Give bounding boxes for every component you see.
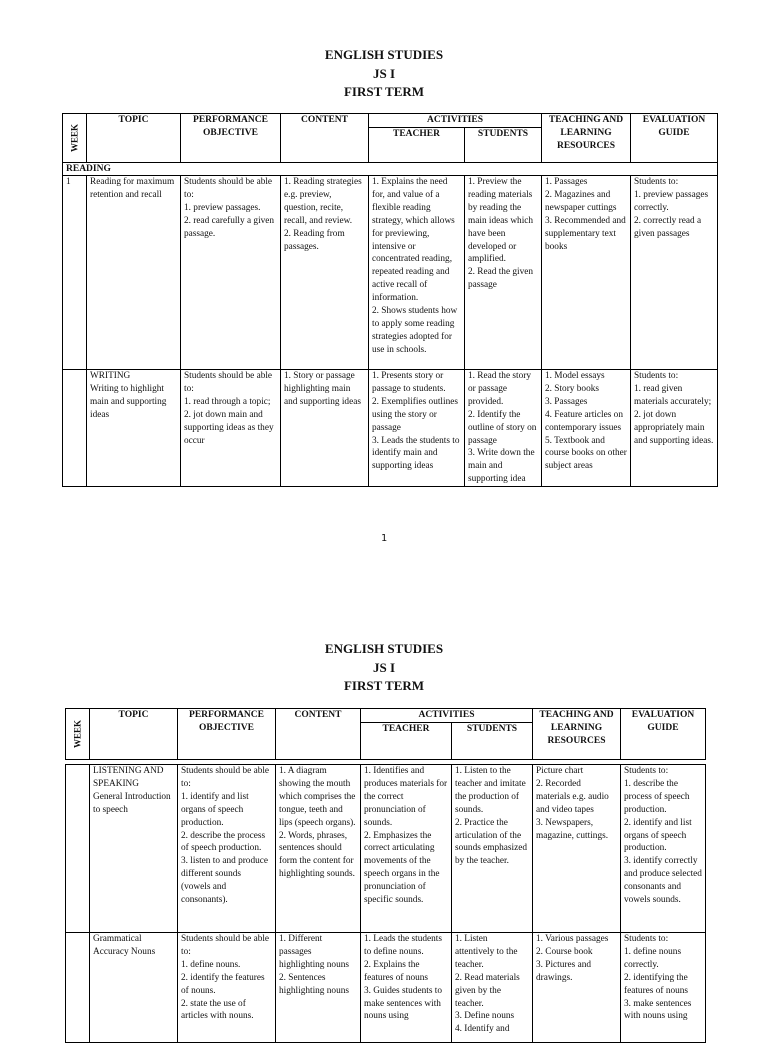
- objective-cell: Students should be able to: 1. preview passages. 2. read carefully a given passage.: [181, 176, 281, 370]
- class-title: JS I: [372, 659, 396, 675]
- week-cell: 1: [63, 176, 87, 370]
- section-reading: READING: [63, 163, 718, 176]
- week-cell: [66, 933, 90, 1043]
- teacher-activity-cell: 1. Leads the students to define nouns. 2. Explains the features of nouns 3. Guides students to make sentences with nouns using: [361, 933, 452, 1043]
- page-number: 1: [380, 533, 388, 544]
- topic-cell: Reading for maximum retention and recall: [87, 176, 181, 370]
- evaluation-cell: Students to: 1. describe the process of speech production. 2. identify and list organs of speech production. 3. identify correctly and produce selected consonants and vowels sounds.: [621, 765, 706, 933]
- week-header: WEEK: [63, 114, 87, 163]
- objective-cell: Students should be able to: 1. define nouns. 2. identify the features of nouns. 2. state the use of articles with nouns.: [178, 933, 276, 1043]
- resources-cell: Picture chart 2. Recorded materials e.g. audio and video tapes 3. Newspapers, magazine, cuttings.: [533, 765, 621, 933]
- students-activity-cell: 1. Preview the reading materials by reading the main ideas which have been developed or amplified. 2. Read the given passage: [465, 176, 542, 370]
- evaluation-header: EVALUATION GUIDE: [631, 114, 718, 163]
- table-row: [63, 176, 718, 370]
- teacher-activity-cell: 1. Identifies and produces materials for the correct pronunciation of sounds. 2. Emphasizes the correct articulating movements of the speech organs in the pronunciation of specific sounds.: [361, 765, 452, 933]
- students-header: STUDENTS: [465, 128, 542, 163]
- resources-cell: 1. Various passages 2. Course book 3. Pictures and drawings.: [533, 933, 621, 1043]
- teacher-header: TEACHER: [361, 723, 452, 760]
- teacher-activity-cell: 1. Presents story or passage to students. 2. Exemplifies outlines using the story or passage 3. Leads the students to identify main and supporting ideas: [369, 370, 465, 487]
- evaluation-header: EVALUATION GUIDE: [621, 709, 706, 760]
- subject-title: ENGLISH STUDIES: [324, 47, 444, 62]
- performance-objective-header: PERFORMANCE OBJECTIVE: [178, 709, 276, 760]
- students-activity-cell: 1. Read the story or passage provided. 2. Identify the outline of story on passage 3. Write down the main and supporting idea: [465, 370, 542, 487]
- term-title: FIRST TERM: [343, 678, 425, 693]
- resources-header: TEACHING AND LEARNING RESOURCES: [533, 709, 621, 760]
- activities-header: ACTIVITIES: [369, 114, 542, 128]
- content-cell: 1. A diagram showing the mouth which comprises the tongue, teeth and lips (speech organs). 2. Words, phrases, sentences should form the content for highlighting sounds.: [276, 765, 361, 933]
- performance-objective-header: PERFORMANCE OBJECTIVE: [181, 114, 281, 163]
- evaluation-cell: Students to: 1. read given materials accurately; 2. jot down appropriately main and supporting ideas.: [631, 370, 718, 487]
- resources-cell: 1. Model essays 2. Story books 3. Passages 4. Feature articles on contemporary issues 5. Textbook and course books on other subject areas: [542, 370, 631, 487]
- content-cell: 1. Story or passage highlighting main and supporting ideas: [281, 370, 369, 487]
- evaluation-cell: Students to: 1. preview passages correctly. 2. correctly read a given passages: [631, 176, 718, 370]
- teacher-header: TEACHER: [369, 128, 465, 163]
- evaluation-cell: Students to: 1. define nouns correctly. 2. identifying the features of nouns 3. make sentences with nouns using: [621, 933, 706, 1043]
- topic-header: TOPIC: [90, 709, 178, 760]
- resources-cell: 1. Passages 2. Magazines and newspaper cuttings 3. Recommended and supplementary text books: [542, 176, 631, 370]
- students-activity-cell: 1. Listen attentively to the teacher. 2. Read materials given by the teacher. 3. Define nouns 4. Identify and: [452, 933, 533, 1043]
- topic-header: TOPIC: [87, 114, 181, 163]
- content-cell: 1. Reading strategies e.g. preview, question, recite, recall, and review. 2. Reading from passages.: [281, 176, 369, 370]
- topic-cell: WRITING Writing to highlight main and supporting ideas: [87, 370, 181, 487]
- objective-cell: Students should be able to: 1. read through a topic; 2. jot down main and supporting ideas as they occur: [181, 370, 281, 487]
- table-row: [66, 765, 706, 933]
- resources-header: TEACHING AND LEARNING RESOURCES: [542, 114, 631, 163]
- page-2-header: [0, 640, 768, 696]
- week-cell: [63, 370, 87, 487]
- activities-header: ACTIVITIES: [361, 709, 533, 723]
- teacher-activity-cell: 1. Explains the need for, and value of a flexible reading strategy, which allows for previewing, intensive or concentrated reading, repeated reading and active recall of information. 2. Shows students how to apply some reading strategies adopted for use in schools.: [369, 176, 465, 370]
- scheme-of-work-table-page-2: [65, 708, 706, 1043]
- page-1-header: [0, 46, 768, 102]
- content-cell: 1. Different passages highlighting nouns 2. Sentences highlighting nouns: [276, 933, 361, 1043]
- week-header: WEEK: [66, 709, 90, 760]
- week-cell: [66, 765, 90, 933]
- content-header: CONTENT: [276, 709, 361, 760]
- objective-cell: Students should be able to: 1. identify and list organs of speech production. 2. describe the process of speech production. 3. listen to and produce different sounds (vowels and consonants).: [178, 765, 276, 933]
- class-title: JS I: [372, 65, 396, 81]
- students-header: STUDENTS: [452, 723, 533, 760]
- term-title: FIRST TERM: [343, 84, 425, 99]
- students-activity-cell: 1. Listen to the teacher and imitate the production of sounds. 2. Practice the articulation of the sounds emphasized by the teacher.: [452, 765, 533, 933]
- content-header: CONTENT: [281, 114, 369, 163]
- table-row: [63, 370, 718, 487]
- topic-cell: LISTENING AND SPEAKING General Introduction to speech: [90, 765, 178, 933]
- table-row: [66, 933, 706, 1043]
- topic-cell: Grammatical Accuracy Nouns: [90, 933, 178, 1043]
- scheme-of-work-table-page-1: [62, 113, 718, 487]
- subject-title: ENGLISH STUDIES: [324, 641, 444, 656]
